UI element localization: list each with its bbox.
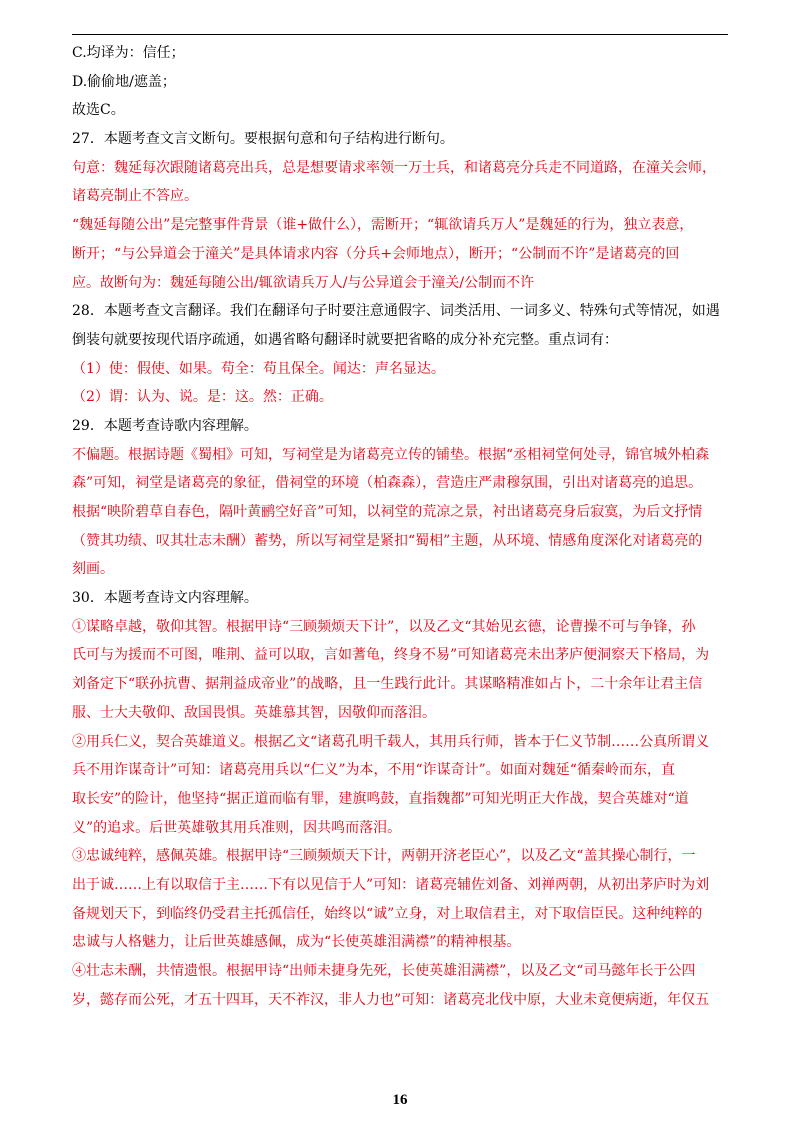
answer-text-line: 句意：魏延每次跟随诸葛亮出兵，总是想要请求率领一万士兵，和诸葛亮分兵走不同道路，在潼关会师， <box>72 159 716 176</box>
question-text-line: D.偷偷地/遮盖； <box>72 73 176 90</box>
question-text-line: 故选C。 <box>72 102 125 119</box>
header-rule <box>72 34 728 35</box>
answer-text-line: 备规划天下，到临终仍受君主托孤信任，始终以“诚”立身，对上取信君主，对下取信臣民。这种纯粹的 <box>72 905 703 922</box>
answer-text-line: ③忠诚纯粹，感佩英雄。根据甲诗“三顾频烦天下计，两朝开济老臣心”，以及乙文“盖其操心制行，一 <box>72 848 696 865</box>
document-body <box>72 39 730 1014</box>
answer-text-line: 氏可与为援而不可图，唯荆、益可以取，言如蓍龟，终身不易”可知诸葛亮未出茅庐便洞察天下格局，为 <box>72 647 710 664</box>
answer-text-line: （2）谓：认为、说。是：这。然：正确。 <box>72 389 333 406</box>
answer-text-line: （赞其功绩、叹其壮志未酬）蓄势，所以写祠堂是紧扣“蜀相”主题，从环境、情感角度深化对诸葛亮的 <box>72 532 703 549</box>
answer-text-line: 忠诚与人格魅力，让后世英雄感佩，成为“长使英雄泪满襟”的精神根基。 <box>72 934 521 951</box>
answer-text-line: 应。故断句为：魏延每随公出/辄欲请兵万人/与公异道会于潼关/公制而不许 <box>72 274 535 291</box>
answer-text-line: 取长安”的险计，他坚持“据正道而临有罪，建旗鸣鼓，直指魏都”可知光明正大作战，契合英雄对“道 <box>72 790 689 807</box>
answer-text-line: 根据“映阶碧草自春色，隔叶黄鹂空好音”可知，以祠堂的荒凉之景，衬出诸葛亮身后寂寞，为后文抒情 <box>72 504 703 520</box>
answer-text-line: 出于诚……上有以取信于主……下有以见信于人”可知：诸葛亮辅佐刘备、刘禅两朝，从初出茅庐时为刘 <box>72 876 710 893</box>
question-text-line: 30．本题考查诗文内容理解。 <box>72 590 258 607</box>
answer-text-line: ②用兵仁义，契合英雄道义。根据乙文“诸葛孔明千载人，其用兵行师，皆本于仁义节制……公真所谓义 <box>72 733 710 750</box>
question-text-line: 28．本题考查文言翻译。我们在翻译句子时要注意通假字、词类活用、一词多义、特殊句式等情况，如遇 <box>72 303 720 320</box>
answer-text-line: 刻画。 <box>72 561 114 578</box>
question-text-line: 倒装句就要按现代语序疏通，如遇省略句翻译时就要把省略的成分补充完整。重点词有： <box>72 331 618 348</box>
answer-text-line: 服、士大夫敬仰、敌国畏惧。英雄慕其智，因敬仰而落泪。 <box>72 704 436 721</box>
answer-text-line: 不偏题。根据诗题《蜀相》可知，写祠堂是为诸葛亮立传的铺垫。根据“丞相祠堂何处寻，锦官城外柏森 <box>72 446 710 463</box>
page-number: 16 <box>392 1092 408 1108</box>
answer-text-line: 诸葛亮制止不答应。 <box>72 188 198 205</box>
answer-text-line: （1）使：假使、如果。苟全：苟且保全。闻达：声名显达。 <box>72 360 445 377</box>
answer-text-line: ①谋略卓越，敬仰其智。根据甲诗“三顾频烦天下计”，以及乙文“其始见玄德，论曹操不可与争锋，孙 <box>72 618 696 635</box>
answer-text-line: 兵不用诈谋奇计”可知：诸葛亮用兵以“仁义”为本，不用“诈谋奇计”。如面对魏延“循秦岭而东，直 <box>72 762 675 779</box>
answer-text-line: 刘备定下“联孙抗曹、据荆益成帝业”的战略，且一生践行此计。其谋略精准如占卜，二十余年让君主信 <box>72 676 703 693</box>
question-text-line: C.均译为：信任； <box>72 45 185 61</box>
question-text-line: 29．本题考查诗歌内容理解。 <box>72 417 258 434</box>
answer-text-line: 义”的追求。后世英雄敬其用兵准则，因共鸣而落泪。 <box>72 819 402 836</box>
question-text-line: 27．本题考查文言文断句。要根据句意和句子结构进行断句。 <box>72 131 454 148</box>
answer-text-line: 森”可知，祠堂是诸葛亮的象征，借祠堂的环境（柏森森），营造庄严肃穆氛围，引出对诸葛亮的追思。 <box>72 475 703 492</box>
answer-text-line: 岁，懿存而公死，才五十四耳，天不祚汉，非人力也”可知：诸葛亮北伐中原，大业未竟便病逝，年仅五 <box>72 991 710 1008</box>
answer-text-line: “魏延每随公出”是完整事件背景（谁+做什么），需断开；“辄欲请兵万人”是魏延的行为，独立表意， <box>72 217 694 234</box>
answer-text-line: ④壮志未酬，共情遗恨。根据甲诗“出师未捷身先死，长使英雄泪满襟”，以及乙文“司马懿年长于公四 <box>72 963 696 979</box>
answer-text-line: 断开；“与公异道会于潼关”是具体请求内容（分兵+会师地点），断开；“公制而不许”是诸葛亮的回 <box>72 245 680 262</box>
